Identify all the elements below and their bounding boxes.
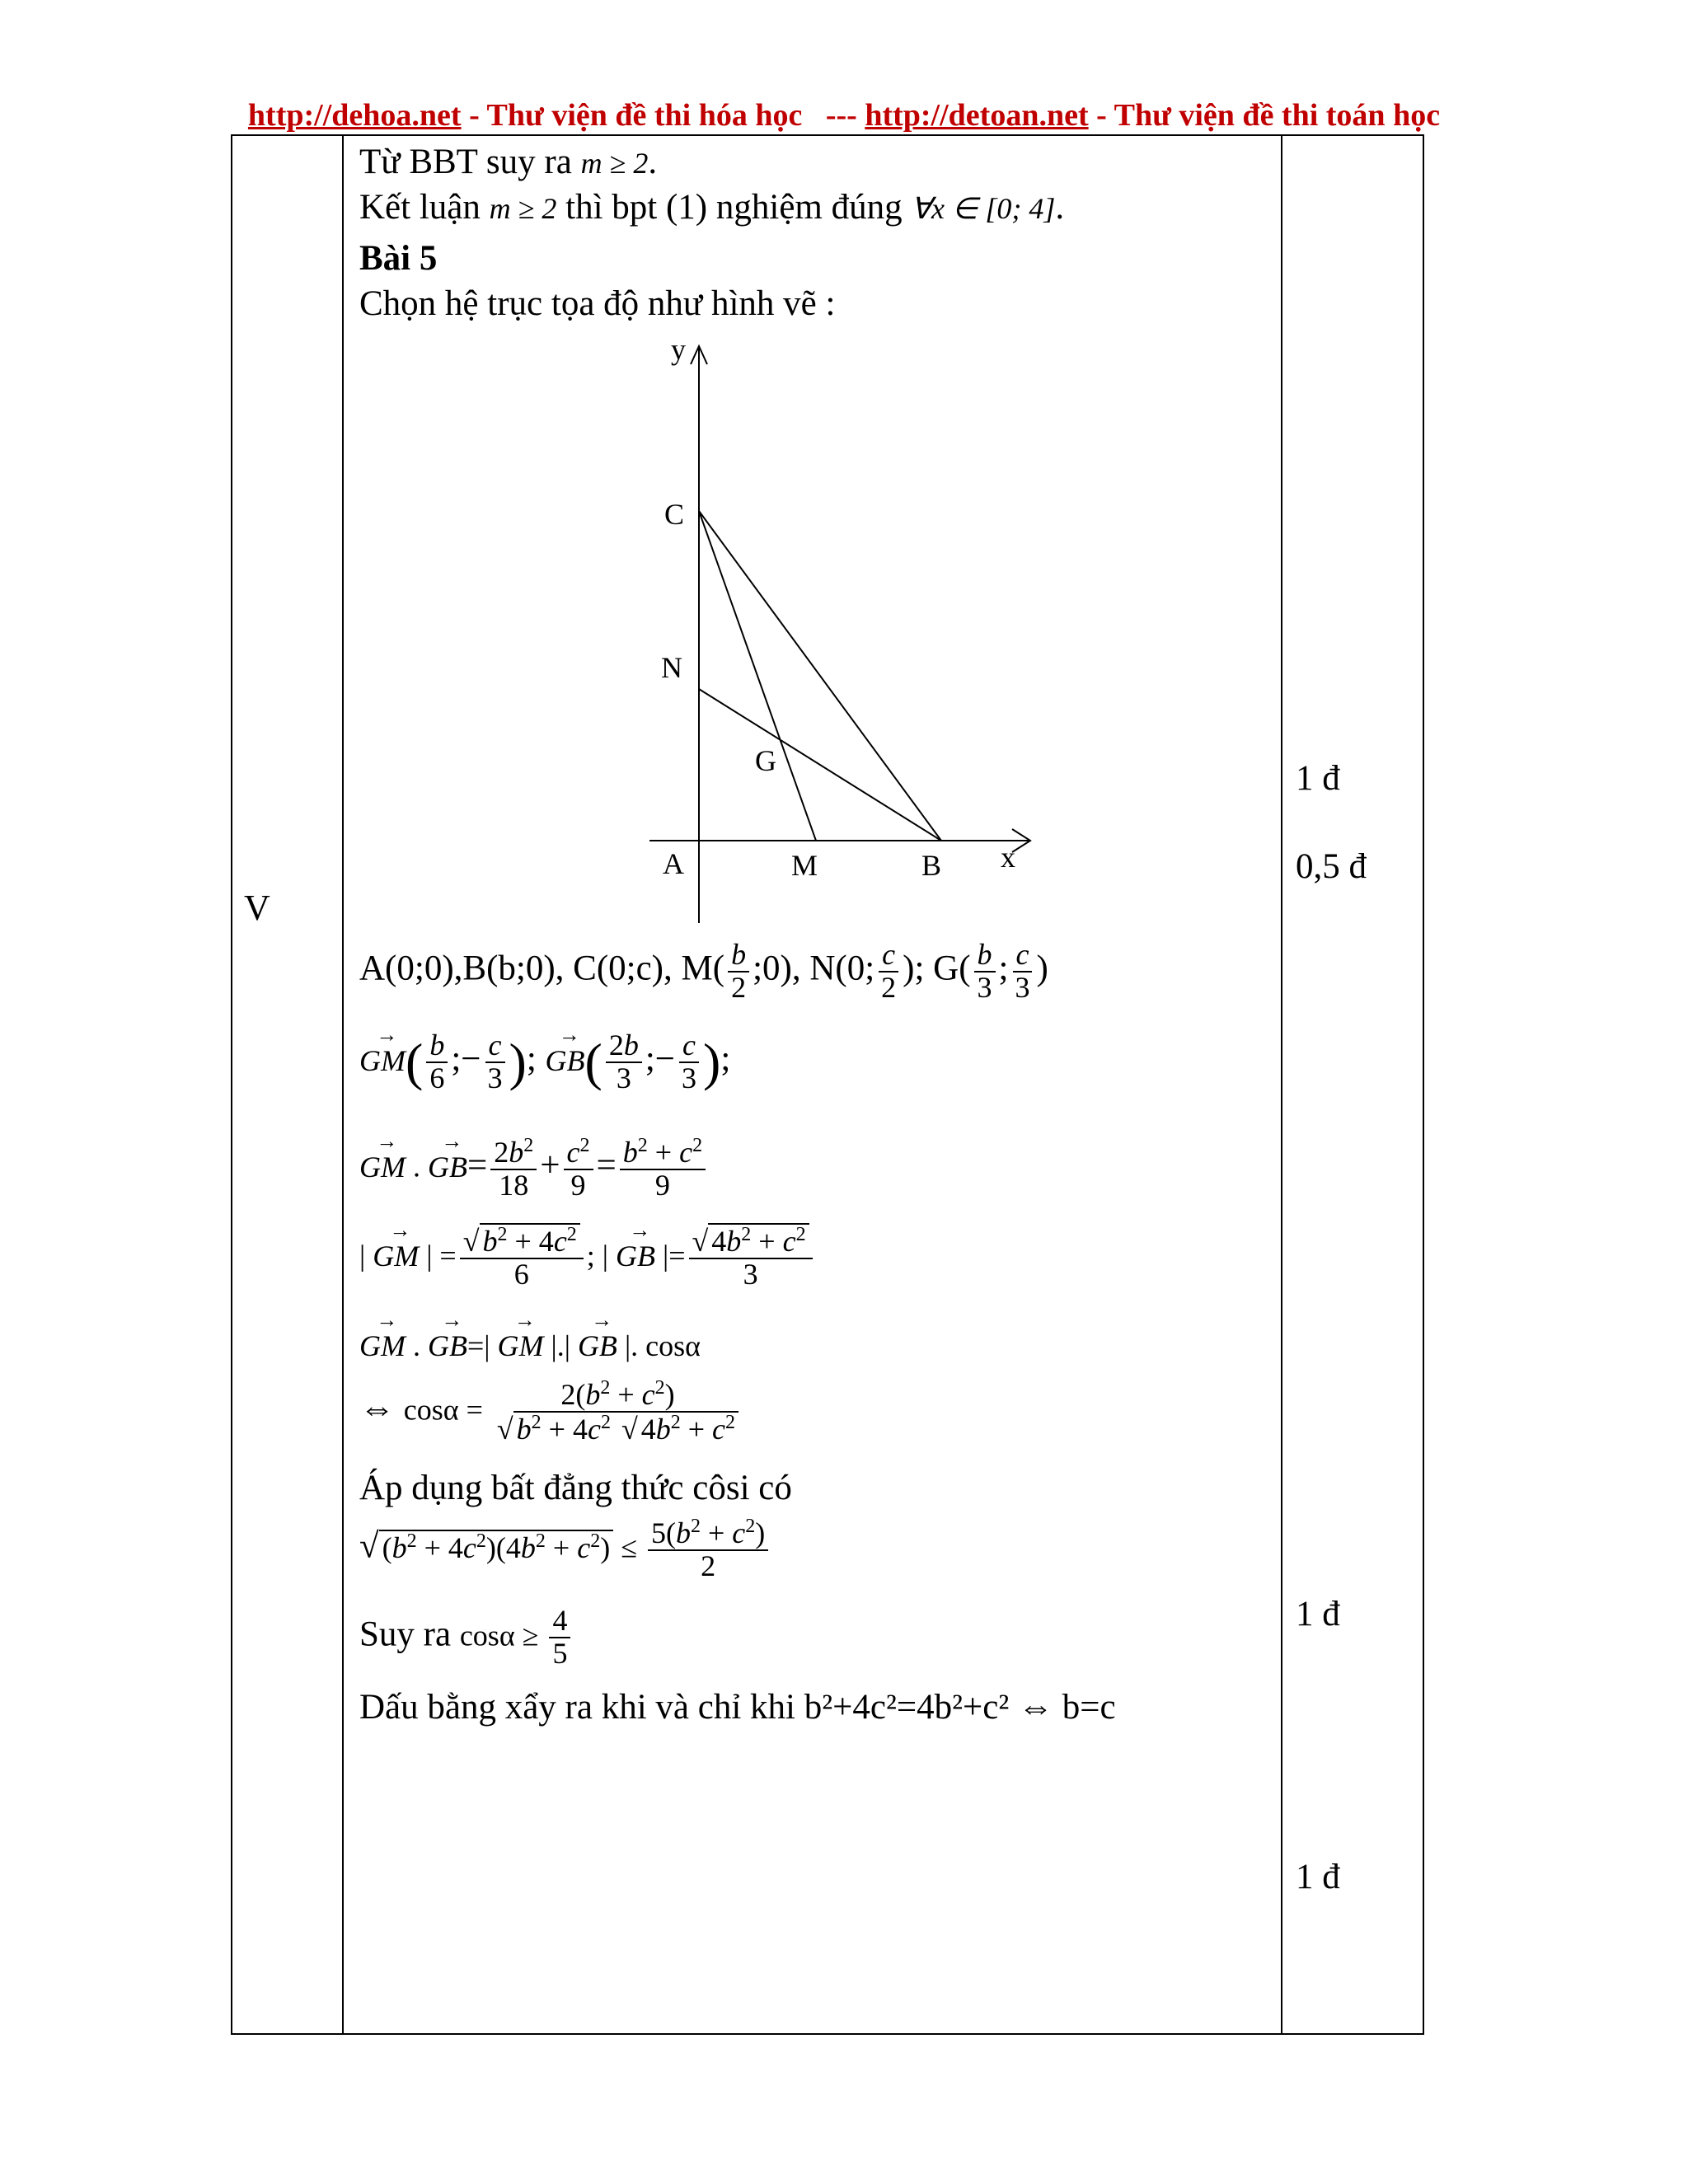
segment-nb [699,689,941,841]
header-link-detoan[interactable]: http://detoan.net [865,98,1089,133]
line-equality: Dấu bằng xẩy ra khi và chỉ khi b²+4c²=4b²+c² ⇔ b=c [359,1688,1116,1727]
line-inequality: √ $(b^2 + 4c^2)(4b^2 + c^2)$ ≤ $\frac{5(b^2 + c^2)}{2}$ [359,1516,771,1582]
point-label-b: B [921,849,942,882]
point-label-m: M [791,849,818,882]
table-divider-1 [342,134,344,2035]
problem-title: Bài 5 [359,239,438,278]
line-cos-alpha: ⇔ cosα = $\frac{2(b^2 + c^2)}{√ b^2 + 4c^2 √ 4b^2 + c^2}$ [359,1378,745,1446]
axis-label-x: x [1001,841,1015,874]
point-label-a: A [663,847,684,880]
line-coordinates: A(0;0),B(b;0), C(0;c), M( $\frac{b}{2}$ ;0), N(0; $\frac{c}{2}$ ); G( $\frac{b}{3}$ ; $\frac{c}{3}$ ) [359,938,1048,1004]
segment-cm [699,511,816,841]
section-label: V [244,888,270,928]
score-1: 1 đ [1296,759,1340,798]
line-magnitudes: | → GM | = $\frac{√ b^2 + 4c^2}{6}$ ; | → GB |= $\frac{√ 4b^2 + c^2}{3}$ [359,1225,816,1291]
score-3: 1 đ [1296,1595,1340,1633]
header-text-1: - Thư viện đề thi hóa học --- [461,98,865,133]
table-divider-2 [1281,134,1282,2035]
header-text-2: - Thư viện đề thi toán học [1088,98,1441,133]
coordinate-figure [643,330,1055,931]
header-link-dehoa[interactable]: http://dehoa.net [247,98,462,133]
page-header [0,97,1688,134]
line-bbt: Từ BBT suy ra m ≥ 2. [359,143,658,181]
score-2: 0,5 đ [1296,847,1367,886]
line-cos-identity: → GM . → GB=| → GM |.| → GB |. cosα [359,1327,701,1362]
segment-cb [699,511,941,841]
point-label-c: C [664,498,685,531]
point-label-g: G [755,744,776,777]
line-suy-ra: Suy ra cosα ≥ $\frac{4}{5}$ [359,1605,574,1670]
line-ket-luan: Kết luận m ≥ 2 thì bpt (1) nghiệm đúng ∀x ∈ [0; 4]. [359,188,1065,227]
line-ap-dung: Áp dụng bất đẳng thức côsi có [359,1469,792,1507]
score-4: 1 đ [1296,1858,1340,1896]
line-vectors: → GM( $\frac{b}{6}$ ;− $\frac{c}{3}$ ); → GB( $\frac{2b}{3}$ ;− $\frac{c}{3}$ ); [359,1030,730,1094]
point-label-n: N [661,651,682,684]
axis-label-y: y [671,333,686,366]
line-dot-product: → GM . → GB= $\frac{2b^2}{18}$ + $\frac{c^2}{9}$ = $\frac{b^2 + c^2}{9}$ [359,1136,709,1202]
line-chon-he: Chọn hệ trục tọa độ như hình vẽ : [359,284,836,323]
